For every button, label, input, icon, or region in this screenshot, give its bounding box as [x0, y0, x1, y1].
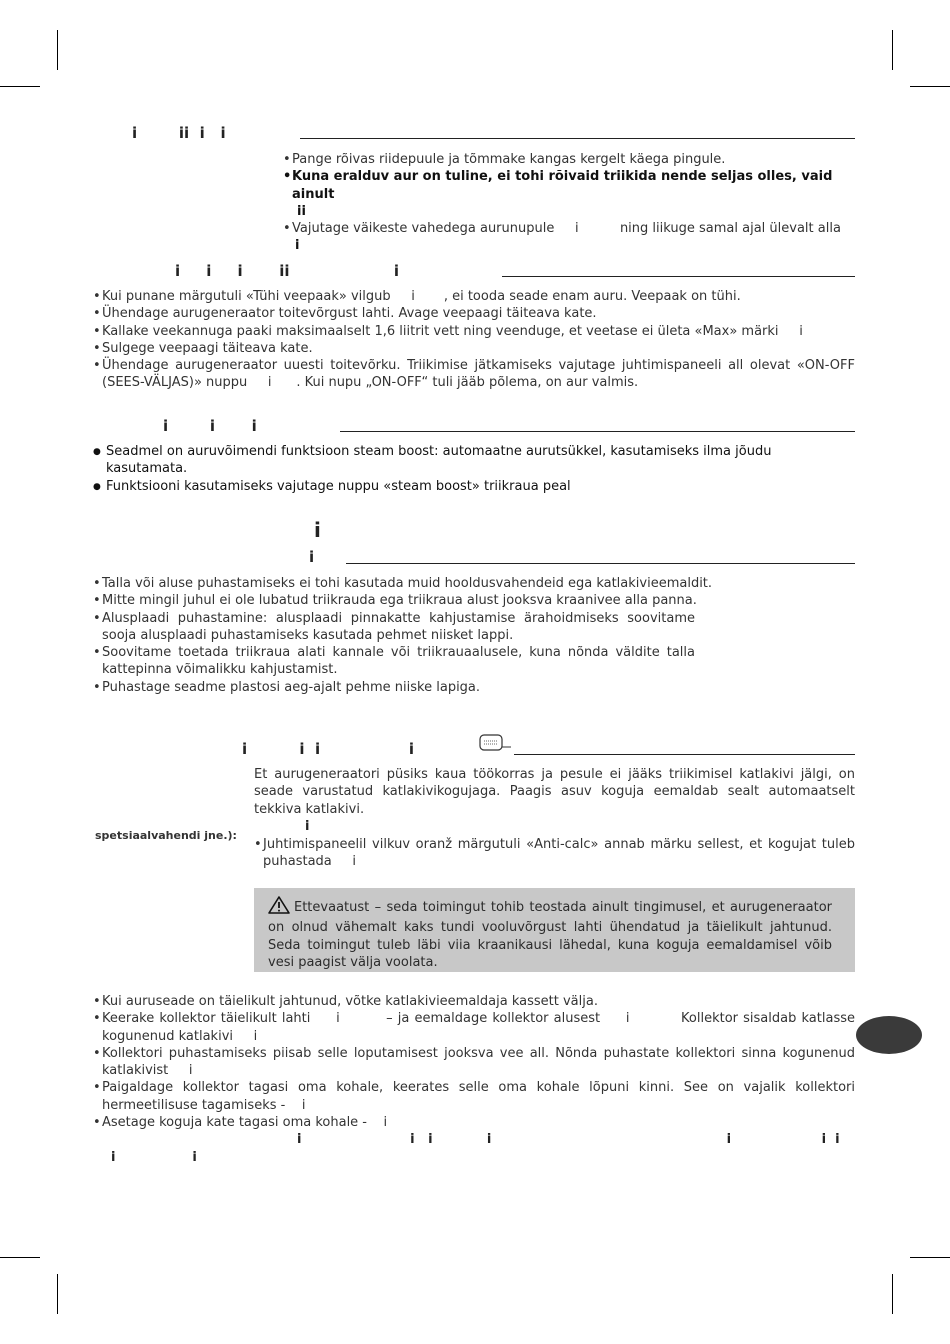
section-heading: i i i ii i: [175, 262, 400, 280]
fragment-text: i: [305, 819, 310, 834]
fragment-text: i i: [111, 1150, 197, 1165]
section-5-list: [254, 836, 860, 871]
heading-rule: [514, 754, 855, 755]
crop-mark: [910, 1257, 950, 1258]
section-title: i: [314, 518, 321, 542]
list-item: • Ühendage aurugeneraator toitevõrgust lahti. Avage veepaagi täiteava kate.: [93, 305, 855, 322]
warning-box: [254, 888, 855, 972]
section-4-list: [93, 575, 713, 696]
crop-mark: [910, 86, 950, 87]
crop-mark: [0, 86, 40, 87]
list-item: • Kui auruseade on täielikult jahtunud, võtke katlakivieemaldaja kassett välja.: [93, 993, 855, 1010]
side-label: spetsiaalvahendi jne.):: [95, 829, 237, 842]
list-item: • Paigaldage kollektor tagasi oma kohale, keerates selle oma kohale lõpuni kinni. See on vajalik kollektori hermeetilisuse tagamiseks - i: [93, 1079, 855, 1114]
page-number-badge: [856, 1016, 922, 1054]
section-2-list: [93, 288, 860, 392]
descaling-icon: [478, 732, 512, 758]
crop-mark: [57, 30, 58, 70]
list-item: • Puhastage seadme plastosi aeg-ajalt pehme niiske lapiga.: [93, 679, 695, 696]
heading-rule: [502, 276, 855, 277]
list-item: • Soovitame toetada triikraua alati kannale või triikrauaalusele, kuna nõnda väldite talla kattepinna võimalikku kahjustamist.: [93, 644, 695, 679]
list-item: • Talla või aluse puhastamiseks ei tohi kasutada muid hooldusvahendeid ega katlakivieemaldit.: [93, 575, 695, 592]
section-heading: i ii i i: [132, 124, 226, 142]
crop-mark: [57, 1274, 58, 1314]
section-1-list: [283, 151, 855, 255]
section-6-list: [93, 993, 860, 1131]
heading-rule: [340, 431, 855, 432]
section-heading: i i i: [163, 417, 257, 435]
list-item: • Mitte mingil juhul ei ole lubatud triikrauda ega triikraua alust jooksva kraanivee alla panna.: [93, 592, 695, 609]
descaling-intro: Et aurugeneraatori püsiks kaua töökorras ja pesule ei jääks triikimisel katlakivi jälgi, on seade varustatud katlakivikogujaga. Paagis asuv koguja eemaldab sealt automaatselt tekkiva katlakivi.: [254, 767, 855, 817]
crop-mark: [892, 30, 893, 70]
list-item: • Ühendage aurugeneraator uuesti toitevõrku. Triikimise jätkamiseks vajutage juhtimispaneeli all olevat «ON-OFF (SEES-VÄLJAS)» nuppu i . Kui nupu „ON-OFF“ tuli jääb põlema, on aur valmis.: [93, 357, 855, 392]
list-item: • Vajutage väikeste vahedega aurunupule i ning liikuge samal ajal ülevalt alla: [283, 220, 855, 237]
fragment-text: i i i i i i i: [297, 1132, 840, 1147]
list-item-continuation: i: [295, 238, 300, 254]
list-item: ● Seadmel on auruvõimendi funktsioon steam boost: automaatne aurutsükkel, kasutamiseks ilma jõudu kasutamata.: [93, 443, 855, 478]
section-3-list: [93, 443, 855, 495]
list-item: • Kui punane märgutuli «Tühi veepaak» vilgub i , ei tooda seade enam auru. Veepaak on tühi.: [93, 288, 855, 305]
list-item: • Kollektori puhastamiseks piisab selle loputamisest jooksva vee all. Nõnda puhastate kollektori sinna kogunenud katlakivist i: [93, 1045, 855, 1080]
heading-rule: [346, 563, 855, 564]
list-item: • Kallake veekannuga paaki maksimaalselt 1,6 liitrit vett ning veenduge, et veetase ei ületa «Max» märki i: [93, 323, 855, 340]
list-item: • Sulgege veepaagi täiteava kate.: [93, 340, 855, 357]
list-item: • Pange rõivas riidepuule ja tõmmake kangas kergelt käega pingule.: [283, 151, 855, 168]
list-item-continuation: ii: [297, 203, 306, 219]
list-item: • Kuna eralduv aur on tuline, ei tohi rõivaid triikida nende seljas olles, vaid ainult: [283, 168, 855, 203]
list-item: ● Funktsiooni kasutamiseks vajutage nuppu «steam boost» triikraua peal: [93, 478, 855, 495]
warning-text: Ettevaatust – seda toimingut tohib teostada ainult tingimusel, et aurugeneraator on olnud vähemalt kaks tundi vooluvõrgust lahti ühendatud ja täielikult jahtunud. Seda toimingut tuleb läbi viia kraanikausi lähedal, kuna koguja eemaldamisel võib vesi paagist välja voolata.: [268, 900, 832, 970]
crop-mark: [892, 1274, 893, 1314]
list-item: • Asetage koguja kate tagasi oma kohale - i: [93, 1114, 855, 1131]
warning-text-container: [268, 896, 832, 971]
list-item: • Juhtimispaneelil vilkuv oranž märgutuli «Anti-calc» annab märku sellest, et kogujat tuleb puhastada i: [254, 836, 855, 871]
list-item: • Keerake kollektor täielikult lahti i – ja eemaldage kollektor alusest i Kollektor sisaldab katlasse kogunenud katlakivi i: [93, 1010, 855, 1045]
crop-mark: [0, 1257, 40, 1258]
warning-triangle-icon: [268, 896, 290, 919]
section-heading: i: [309, 548, 315, 566]
heading-rule: [300, 138, 855, 139]
section-heading: i i i i: [242, 740, 415, 758]
list-item: • Alusplaadi puhastamine: alusplaadi pinnakatte kahjustamise ärahoidmiseks soovitame sooja alusplaadi puhastamiseks kasutada pehmet niisket lappi.: [93, 610, 695, 645]
